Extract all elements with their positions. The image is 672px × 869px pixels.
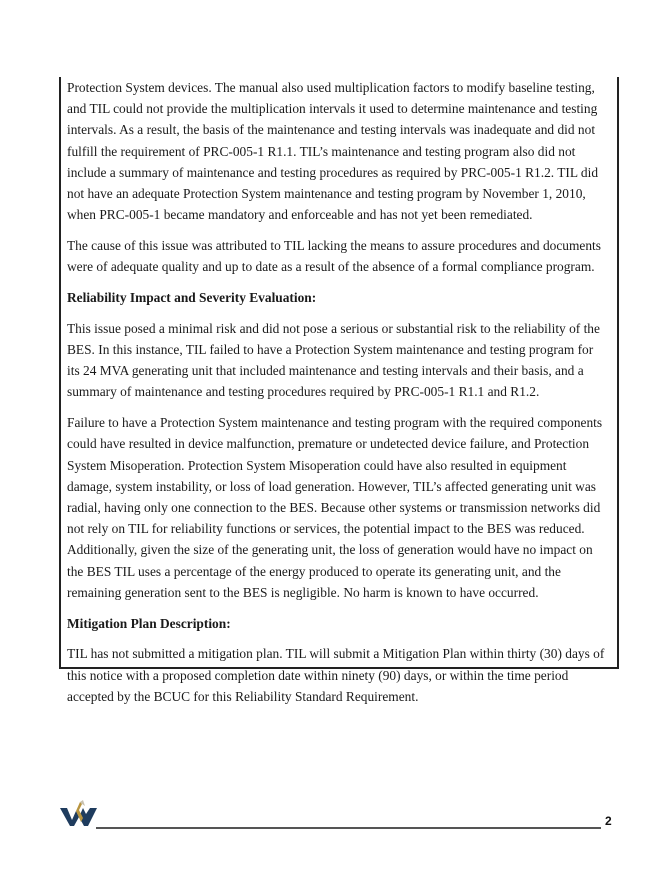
page-number: 2 xyxy=(605,814,612,828)
paragraph-failure-impact: Failure to have a Protection System maintenance and testing program with the required components could have resulted in device malfunction, premature or undetected device failure, and Protection System Misoperation. Protection System Misoperation could have also resulted in equipment damage, system instability, or loss of load generation. However, TIL’s affected generating unit was radial, having only one connection to the BES. Because other systems or transmission networks did not rely on TIL for reliability functions or services, the potential impact to the BES was reduced. Additionally, given the size of the generating unit, the loss of generation would have no impact on the BES TIL uses a percentage of the energy produced to operate its generating unit, and the remaining generation sent to the BES is negligible. No harm is known to have occurred. xyxy=(67,415,603,600)
footer-rule xyxy=(96,827,601,829)
heading-mitigation-plan: Mitigation Plan Description: xyxy=(67,615,231,631)
paragraph-testing-intervals: Protection System devices. The manual also used multiplication factors to modify baseline testing, and TIL could not provide the multiplication intervals it used to determine maintenance and testing intervals. As a result, the basis of the maintenance and testing intervals was inadequate and did not fulfill the requirement of PRC-005-1 R1.1. TIL’s maintenance and testing program also did not include a summary of maintenance and testing procedures as required by PRC-005-1 R1.2. TIL did not have an adequate Protection System maintenance and testing program by November 1, 2010, when PRC-005-1 became mandatory and enforceable and has not yet been remediated. xyxy=(67,80,599,223)
wecc-w-logo-icon xyxy=(60,800,98,826)
paragraph-mitigation: TIL has not submitted a mitigation plan. TIL will submit a Mitigation Plan within thirty (30) days of this notice with a proposed completion date within ninety (90) days, or within the time period accepted by the BCUC for this Reliability Standard Requirement. xyxy=(67,646,605,704)
paragraph-cause: The cause of this issue was attributed to TIL lacking the means to assure procedures and documents were of adequate quality and up to date as a result of the absence of a formal compliance program. xyxy=(67,238,601,275)
content-body xyxy=(61,77,617,707)
paragraph-minimal-risk: This issue posed a minimal risk and did not pose a serious or substantial risk to the reliability of the BES. In this instance, TIL failed to have a Protection System maintenance and testing program for its 24 MVA generating unit that included maintenance and testing intervals and their basis, and a summary of maintenance and testing procedures required by PRC-005-1 R1.1 and R1.2. xyxy=(67,320,600,400)
content-box xyxy=(59,77,619,704)
heading-reliability-impact: Reliability Impact and Severity Evaluation: xyxy=(67,290,317,306)
